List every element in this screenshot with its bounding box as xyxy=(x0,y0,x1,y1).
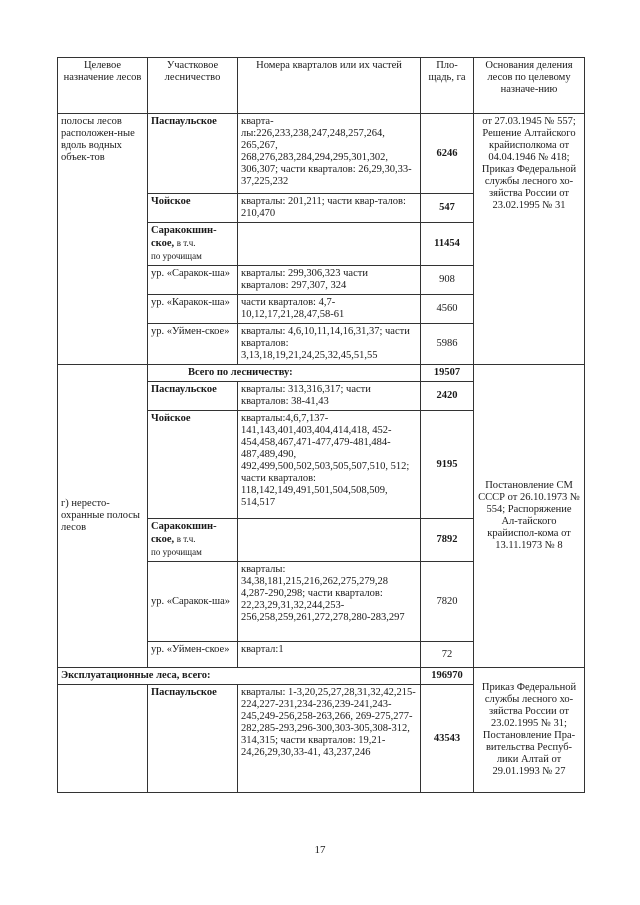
district-name: ур. «Уймен-ское» xyxy=(148,642,238,668)
district-name: Паспаульское xyxy=(148,382,238,411)
district-sub: по урочищам xyxy=(151,547,202,557)
area-cell: 11454 xyxy=(421,223,474,266)
total-area: 196970 xyxy=(421,668,474,685)
area-cell: 7892 xyxy=(421,519,474,562)
total-area: 19507 xyxy=(421,365,474,382)
area-cell: 6246 xyxy=(421,114,474,194)
area-cell: 9195 xyxy=(421,411,474,519)
quarters-cell: части кварталов: 4,7-10,12,17,21,28,47,58-61 xyxy=(238,295,421,324)
quarters-cell: кварталы: 201,211; части квар-талов: 210,470 xyxy=(238,194,421,223)
basis-cell: Приказ Федеральной службы лесного хо-зяйства России от 23.02.1995 № 31; Постановление Пра-вительства Респуб-лики Алтай от 29.01.1993 № 27 xyxy=(474,668,585,793)
quarters-cell: кварталы: 34,38,181,215,216,262,275,279,28 4,287-290,298; части кварталов: 22,23,29,31,32,244,253-256,258,259,261,272,278,280-283,297 xyxy=(238,562,421,642)
header-area: Пло-щадь, га xyxy=(421,58,474,114)
area-cell: 2420 xyxy=(421,382,474,411)
header-basis: Основания деления лесов по целевому назначе-нию xyxy=(474,58,585,114)
district-name: Саракокшин-ское, xyxy=(151,521,217,545)
page-number: 17 xyxy=(314,844,326,856)
district-name: Паспаульское xyxy=(148,685,238,793)
area-cell: 908 xyxy=(421,266,474,295)
total-label: Эксплуатационные леса, всего: xyxy=(58,668,421,685)
total-label: Всего по лесничеству: xyxy=(148,365,421,382)
purpose-cell: г) нересто-охранные полосы лесов xyxy=(58,365,148,668)
area-cell: 5986 xyxy=(421,324,474,365)
quarters-cell xyxy=(238,223,421,266)
quarters-cell: квартал:1 xyxy=(238,642,421,668)
area-cell: 4560 xyxy=(421,295,474,324)
district-name: ур. «Саракок-ша» xyxy=(148,266,238,295)
district-name: Саракокшин-ское, xyxy=(151,225,217,249)
district-suffix: в т.ч. xyxy=(176,534,196,544)
purpose-cell xyxy=(58,685,148,793)
table-row xyxy=(58,114,585,194)
district-name: Чойское xyxy=(148,194,238,223)
quarters-cell: кварталы: 1-3,20,25,27,28,31,32,42,215-224,227-231,234-236,239-241,243-245,249-256,258-263,266, 269-275,277-282,285-293,296-300,303-305,308-312, 314,315; части кварталов: 19,21-24,26,29,30,33-41, 43,237,246 xyxy=(238,685,421,793)
basis-cell: Постановление СМ СССР от 26.10.1973 № 554; Распоряжение Ал-тайского крайиспол-кома от 13.11.1973 № 8 xyxy=(474,365,585,668)
quarters-cell: кварталы: 4,6,10,11,14,16,31,37; части кварталов: 3,13,18,19,21,24,25,32,45,51,55 xyxy=(238,324,421,365)
district-name: ур. «Уймен-ское» xyxy=(148,324,238,365)
basis-cell: от 27.03.1945 № 557; Решение Алтайского крайисполкома от 04.04.1946 № 418; Приказ Федеральной службы лесного хо-зяйства России от 23.02.1995 № 31 xyxy=(474,114,585,365)
area-cell: 72 xyxy=(421,642,474,668)
area-cell: 7820 xyxy=(421,562,474,642)
purpose-cell: полосы лесов расположен-ные вдоль водных объек-тов xyxy=(58,114,148,365)
district-name: ур. «Каракок-ша» xyxy=(148,295,238,324)
quarters-cell: кварталы:4,6,7,137-141,143,401,403,404,414,418, 452-454,458,467,471-477,479-481,484-487,489,490, 492,499,500,502,503,505,507,510, 512; части кварталов: 118,142,149,491,501,504,508,509, 514,517 xyxy=(238,411,421,519)
area-cell: 43543 xyxy=(421,685,474,793)
quarters-cell: кварта-лы:226,233,238,247,248,257,264, 265,267, 268,276,283,284,294,295,301,302, 306,307; части кварталов: 26,29,30,33-37,225,232 xyxy=(238,114,421,194)
district-name: Паспаульское xyxy=(148,114,238,194)
district-name: Чойское xyxy=(148,411,238,519)
table-row xyxy=(58,668,585,685)
table-header-row xyxy=(58,58,585,114)
header-district: Участковое лесничество xyxy=(148,58,238,114)
header-quarters: Номера кварталов или их частей xyxy=(238,58,421,114)
district-suffix: в т.ч. xyxy=(176,238,196,248)
district-group-cell xyxy=(148,223,238,266)
quarters-cell: кварталы: 299,306,323 части кварталов: 297,307, 324 xyxy=(238,266,421,295)
table-row xyxy=(58,365,585,382)
district-group-cell xyxy=(148,519,238,562)
quarters-cell xyxy=(238,519,421,562)
district-sub: по урочищам xyxy=(151,251,202,261)
quarters-cell: кварталы: 313,316,317; части кварталов: 38-41,43 xyxy=(238,382,421,411)
header-purpose: Целевое назначение лесов xyxy=(58,58,148,114)
district-name: ур. «Саракок-ша» xyxy=(148,562,238,642)
area-cell: 547 xyxy=(421,194,474,223)
forest-division-table xyxy=(57,57,585,793)
